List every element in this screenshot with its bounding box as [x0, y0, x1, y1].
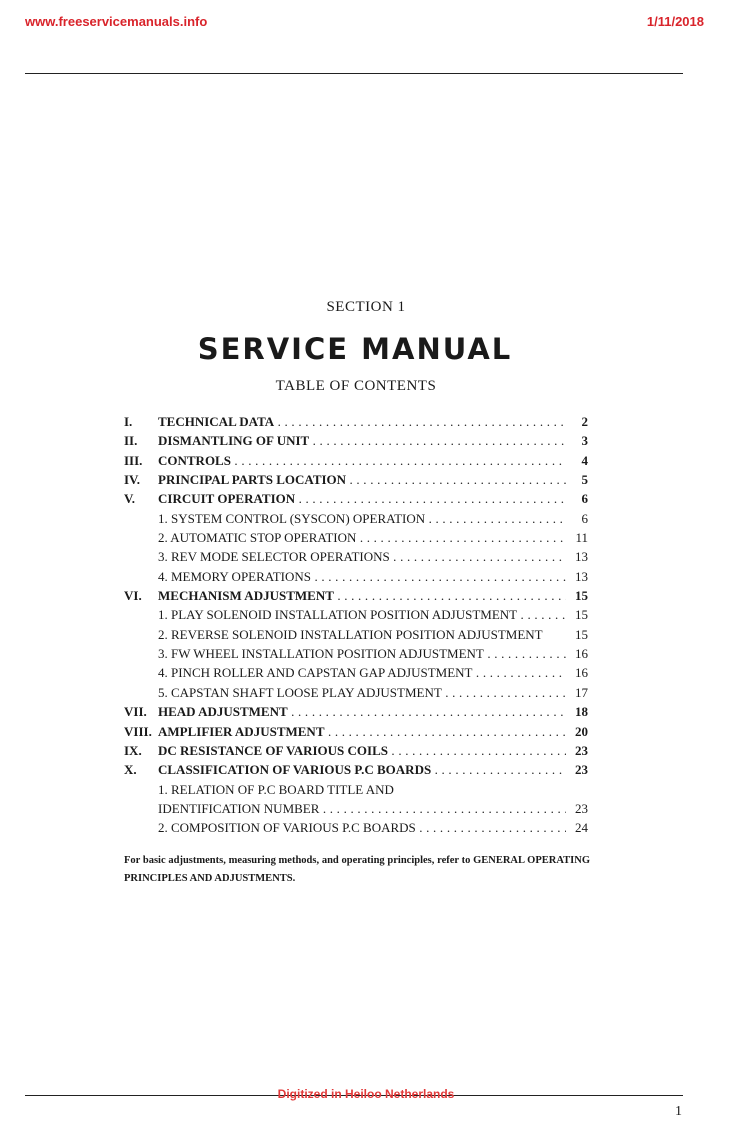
toc-entry-page: 6: [581, 510, 588, 526]
page-number: 1: [675, 1104, 682, 1119]
toc-entry: [124, 741, 588, 760]
toc-entry-title-text: 2. COMPOSITION OF VARIOUS P.C BOARDS: [158, 820, 416, 836]
toc-entry-title-text: MECHANISM ADJUSTMENT: [158, 588, 334, 604]
toc-entry-title-text: 1. RELATION OF P.C BOARD TITLE AND: [158, 781, 394, 797]
toc-entry-title: [158, 799, 566, 818]
toc-entry-title: [158, 567, 566, 586]
toc-entry-page: 4: [581, 452, 588, 468]
toc-entry-page: 17: [575, 684, 588, 700]
toc-entry-number: III.: [124, 452, 143, 468]
toc-entry-page: 23: [575, 742, 588, 758]
toc-entry-title-text: PRINCIPAL PARTS LOCATION: [158, 472, 347, 488]
toc-entry-title: [158, 509, 566, 528]
toc-entry: [124, 605, 588, 624]
toc-entry-title: [158, 625, 566, 644]
toc-entry-title: [158, 431, 566, 450]
digitized-credit: Digitized in Heiloo Netherlands: [277, 1087, 455, 1101]
toc-entry-number: IV.: [124, 472, 141, 488]
table-of-contents: [124, 412, 588, 838]
toc-entry-page: 20: [575, 723, 588, 739]
toc-entry-title-text: IDENTIFICATION NUMBER: [158, 800, 320, 816]
toc-entry-number: VIII.: [124, 723, 152, 739]
toc-entry: [124, 470, 588, 489]
toc-entry-title-text: 2. AUTOMATIC STOP OPERATION: [158, 530, 357, 546]
toc-entry-page: 13: [575, 549, 588, 565]
toc-entry-title: [158, 605, 566, 624]
toc-entry: [124, 528, 588, 547]
toc-entry-title: [158, 586, 566, 605]
toc-entry-title-text: CONTROLS: [158, 452, 231, 468]
toc-entry-title: [158, 818, 566, 837]
toc-entry-number: X.: [124, 762, 137, 778]
toc-entry-page: 15: [575, 588, 588, 604]
toc-entry-title-text: 1. SYSTEM CONTROL (SYSCON) OPERATION: [158, 510, 426, 526]
toc-entry-page: 18: [575, 704, 588, 720]
toc-entry-title: [158, 451, 566, 470]
toc-entry-title: [158, 644, 566, 663]
toc-entry-page: 23: [575, 762, 588, 778]
toc-entry-title: [158, 412, 566, 431]
toc-entry-title-text: 4. MEMORY OPERATIONS: [158, 568, 312, 584]
page-title: SERVICE MANUAL: [197, 332, 513, 366]
toc-entry-title-text: 3. FW WHEEL INSTALLATION POSITION ADJUSTMENT: [158, 646, 484, 662]
toc-entry-title: [158, 702, 566, 721]
toc-entry-page: 23: [575, 800, 588, 816]
toc-entry-title: [158, 760, 566, 779]
toc-entry-page: 5: [581, 472, 588, 488]
toc-entry: [124, 451, 588, 470]
toc-entry: [124, 509, 588, 528]
toc-entry-title: [158, 780, 566, 799]
reference-note: For basic adjustments, measuring methods, and operating principles, refer to GENERAL OPERATING PRINCIPLES AND ADJUSTMENTS.: [124, 855, 590, 884]
toc-entry-title: [158, 470, 566, 489]
toc-entry: [124, 760, 588, 779]
toc-entry: [124, 489, 588, 508]
toc-entry-number: IX.: [124, 742, 142, 758]
toc-entry-title-text: AMPLIFIER ADJUSTMENT: [158, 723, 325, 739]
toc-entry-page: 6: [581, 491, 588, 507]
toc-entry-title-text: 4. PINCH ROLLER AND CAPSTAN GAP ADJUSTMENT: [158, 665, 473, 681]
toc-entry: [124, 663, 588, 682]
toc-entry-title-text: DISMANTLING OF UNIT: [158, 433, 310, 449]
toc-entry-title-text: CIRCUIT OPERATION: [158, 491, 296, 507]
toc-entry: [124, 780, 588, 799]
toc-entry: [124, 799, 588, 818]
toc-entry-number: I.: [124, 414, 133, 429]
toc-entry: [124, 412, 588, 431]
toc-entry-title-text: 3. REV MODE SELECTOR OPERATIONS: [158, 549, 390, 565]
toc-entry: [124, 702, 588, 721]
toc-entry-title-text: CLASSIFICATION OF VARIOUS P.C BOARDS: [158, 762, 432, 778]
toc-entry: [124, 683, 588, 702]
toc-entry-title: [158, 547, 566, 566]
toc-entry-page: 16: [575, 646, 588, 662]
toc-entry-number: VII.: [124, 704, 147, 720]
section-label: SECTION 1: [326, 299, 406, 315]
toc-entry: [124, 722, 588, 741]
toc-entry-number: VI.: [124, 588, 142, 604]
toc-entry-title-text: 5. CAPSTAN SHAFT LOOSE PLAY ADJUSTMENT: [158, 684, 442, 700]
toc-entry-title-text: TECHNICAL DATA: [158, 414, 275, 429]
top-rule: [25, 73, 683, 74]
toc-entry-title-text: DC RESISTANCE OF VARIOUS COILS: [158, 742, 388, 758]
toc-entry: [124, 644, 588, 663]
toc-entry: [124, 586, 588, 605]
print-date: 1/11/2018: [646, 14, 704, 29]
toc-entry-page: 11: [575, 530, 588, 546]
toc-entry: [124, 625, 588, 644]
toc-entry-page: 13: [575, 568, 588, 584]
toc-heading: TABLE OF CONTENTS: [275, 378, 437, 394]
toc-entry-title: [158, 683, 566, 702]
source-url[interactable]: www.freeservicemanuals.info: [25, 14, 208, 29]
toc-entry-page: 3: [581, 433, 588, 449]
toc-entry-page: 16: [575, 665, 588, 681]
toc-entry-title-text: HEAD ADJUSTMENT: [158, 704, 288, 720]
toc-entry-title: [158, 741, 566, 760]
toc-entry: [124, 818, 588, 837]
toc-entry-title: [158, 663, 566, 682]
toc-entry: [124, 547, 588, 566]
toc-entry-title: [158, 722, 566, 741]
toc-entry-page: 15: [575, 607, 588, 623]
toc-entry-page: 15: [575, 626, 588, 642]
toc-entry-title: [158, 528, 566, 547]
toc-entry-page: 24: [575, 820, 588, 836]
toc-entry-page: 2: [581, 414, 588, 429]
toc-entry-number: V.: [124, 491, 135, 507]
toc-entry-title: [158, 489, 566, 508]
toc-entry-title-text: 2. REVERSE SOLENOID INSTALLATION POSITION ADJUSTMENT: [158, 626, 543, 642]
toc-entry: [124, 567, 588, 586]
toc-entry-title-text: 1. PLAY SOLENOID INSTALLATION POSITION ADJUSTMENT: [158, 607, 518, 623]
toc-entry: [124, 431, 588, 450]
toc-entry-number: II.: [124, 433, 138, 449]
